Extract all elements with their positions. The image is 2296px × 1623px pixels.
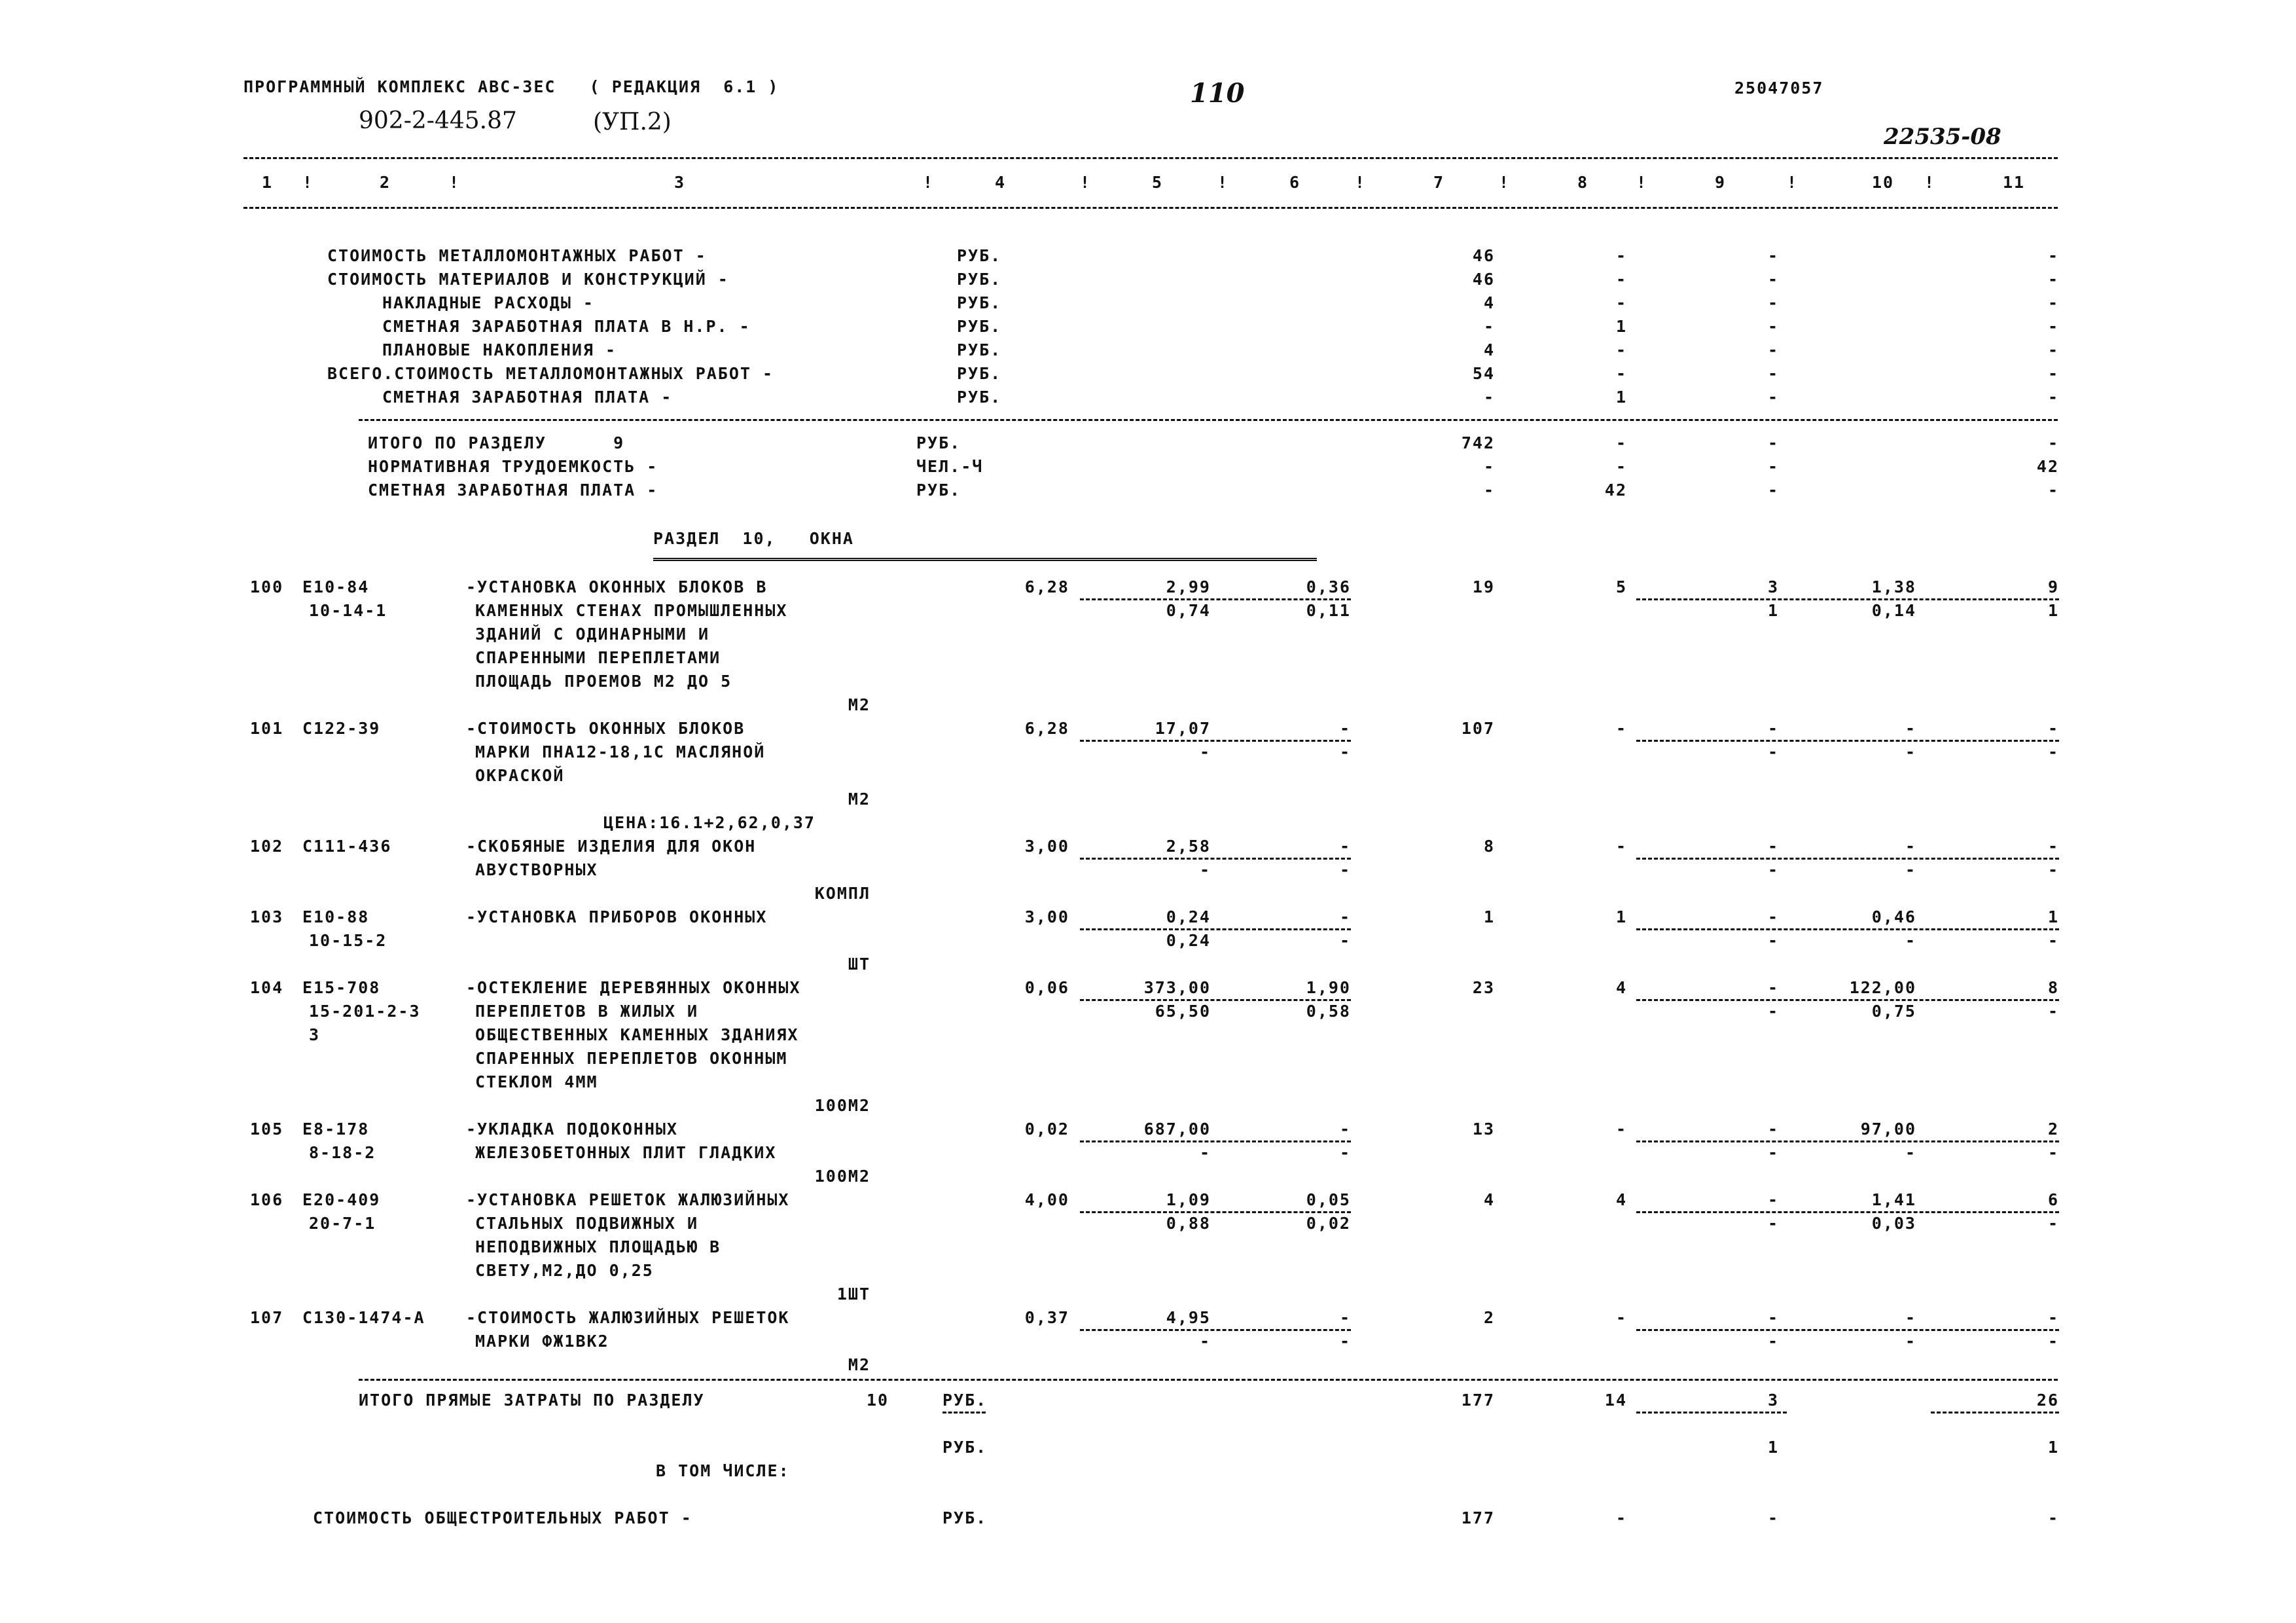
summary-value-c11: - xyxy=(2047,388,2059,407)
item-description: -УСТАНОВКА РЕШЕТОК ЖАЛЮЗИЙНЫХ xyxy=(466,1190,790,1209)
item-price: 373,00 xyxy=(1143,978,1211,997)
item-quantity: 0,06 xyxy=(1024,978,1069,997)
item-number: 105 xyxy=(250,1120,284,1139)
item-wage-sub: - xyxy=(1339,931,1351,950)
section-total-value-c8: - xyxy=(1615,457,1627,476)
summary-label: СТОИМОСТЬ МЕТАЛЛОМОНТАЖНЫХ РАБОТ - xyxy=(327,246,707,265)
item-labor-total-sub: - xyxy=(2047,742,2059,761)
summary-value-c9: - xyxy=(1767,388,1779,407)
item-description: -СКОБЯНЫЕ ИЗДЕЛИЯ ДЛЯ ОКОН xyxy=(466,837,757,856)
item-wage-sub: - xyxy=(1339,860,1351,879)
item-mech-sub: - xyxy=(1767,1214,1779,1233)
item-sub-rule xyxy=(1636,1140,2059,1142)
item-mech: - xyxy=(1767,978,1779,997)
item-unit: ШТ xyxy=(848,955,870,974)
item-number: 107 xyxy=(250,1308,284,1327)
item-mech: - xyxy=(1767,719,1779,738)
item-wage: - xyxy=(1339,1120,1351,1139)
summary-unit: РУБ. xyxy=(957,364,1002,383)
summary-label: ПЛАНОВЫЕ НАКОПЛЕНИЯ - xyxy=(382,340,617,359)
item-description: -СТОИМОСТЬ ОКОННЫХ БЛОКОВ xyxy=(466,719,745,738)
item-labor-total-sub: - xyxy=(2047,931,2059,950)
item-sub-rule xyxy=(1636,1329,2059,1331)
item-labor-sub: - xyxy=(1905,1143,1916,1162)
column-number: 5 xyxy=(1152,173,1164,192)
summary-value-c7: 46 xyxy=(1472,246,1495,265)
item-labor-total: 6 xyxy=(2047,1190,2059,1209)
direct-total-sub-rule xyxy=(1636,1412,1787,1413)
item-labor-total-sub: - xyxy=(2047,1332,2059,1351)
item-code: 10-15-2 xyxy=(309,931,387,950)
summary-unit: РУБ. xyxy=(957,317,1002,336)
item-price: 687,00 xyxy=(1143,1120,1211,1139)
item-labor-sub: - xyxy=(1905,742,1916,761)
section-total-value-c7: 742 xyxy=(1461,433,1495,452)
item-number: 104 xyxy=(250,978,284,997)
item-description: -УСТАНОВКА ПРИБОРОВ ОКОННЫХ xyxy=(466,907,768,926)
direct-total-unit-2: РУБ. xyxy=(942,1438,988,1457)
item-sub-rule xyxy=(1636,999,2059,1001)
item-number: 101 xyxy=(250,719,284,738)
item-description: СТЕКЛОМ 4ММ xyxy=(475,1072,598,1091)
page-number: 110 xyxy=(1190,78,1245,109)
item-wage-total: 4 xyxy=(1615,978,1627,997)
item-price-sub: 0,74 xyxy=(1166,601,1211,620)
item-wage-sub: 0,02 xyxy=(1306,1214,1351,1233)
column-separator: ! xyxy=(1355,173,1367,192)
item-code: 3 xyxy=(309,1025,321,1044)
item-price: 1,09 xyxy=(1166,1190,1211,1209)
item-description: МАРКИ ФЖ1ВК2 xyxy=(475,1332,609,1351)
item-wage: 0,36 xyxy=(1306,577,1351,596)
direct-total-c7: 177 xyxy=(1461,1391,1495,1410)
item-labor-total: 2 xyxy=(2047,1120,2059,1139)
item-wage-total: - xyxy=(1615,719,1627,738)
section-total-unit: РУБ. xyxy=(916,481,961,500)
item-code: Е10-88 xyxy=(302,907,370,926)
item-total: 8 xyxy=(1483,837,1495,856)
item-description: ЖЕЛЕЗОБЕТОННЫХ ПЛИТ ГЛАДКИХ xyxy=(475,1143,777,1162)
column-number: 4 xyxy=(995,173,1007,192)
column-number: 11 xyxy=(2003,173,2026,192)
item-mech-sub: - xyxy=(1767,742,1779,761)
item-description: ПЛОЩАДЬ ПРОЕМОВ М2 ДО 5 xyxy=(475,672,732,691)
general-cost-label: СТОИМОСТЬ ОБЩЕСТРОИТЕЛЬНЫХ РАБОТ - xyxy=(313,1508,692,1527)
section-total-value-c11: - xyxy=(2047,433,2059,452)
item-description: -СТОИМОСТЬ ЖАЛЮЗИЙНЫХ РЕШЕТОК xyxy=(466,1308,790,1327)
item-labor-total-sub: - xyxy=(2047,860,2059,879)
item-wage-sub: - xyxy=(1339,1332,1351,1351)
summary-unit: РУБ. xyxy=(957,340,1002,359)
item-unit: КОМПЛ xyxy=(814,884,870,903)
column-separator: ! xyxy=(923,173,935,192)
column-number: 3 xyxy=(674,173,686,192)
summary-label: СМЕТНАЯ ЗАРАБОТНАЯ ПЛАТА - xyxy=(382,388,673,407)
album-number: (УП.2) xyxy=(593,109,672,136)
item-wage: - xyxy=(1339,719,1351,738)
summary-unit: РУБ. xyxy=(957,246,1002,265)
item-description: -ОСТЕКЛЕНИЕ ДЕРЕВЯННЫХ ОКОННЫХ xyxy=(466,978,801,997)
item-description: СВЕТУ,М2,ДО 0,25 xyxy=(475,1261,654,1280)
section-total-value-c11: - xyxy=(2047,481,2059,500)
summary-label: НАКЛАДНЫЕ РАСХОДЫ - xyxy=(382,293,594,312)
column-separator: ! xyxy=(1217,173,1229,192)
item-wage-sub: - xyxy=(1339,742,1351,761)
item-description: СТАЛЬНЫХ ПОДВИЖНЫХ И xyxy=(475,1214,699,1233)
item-wage: - xyxy=(1339,907,1351,926)
item-unit: М2 xyxy=(848,1355,870,1374)
item-total: 107 xyxy=(1461,719,1495,738)
item-labor: 1,38 xyxy=(1871,577,1916,596)
item-mech: - xyxy=(1767,1190,1779,1209)
totals-rule xyxy=(359,1379,2058,1381)
inventory-number: 22535-08 xyxy=(1884,124,2001,150)
column-number: 8 xyxy=(1577,173,1589,192)
item-quantity: 6,28 xyxy=(1024,577,1069,596)
summary-value-c9: - xyxy=(1767,317,1779,336)
item-labor-total: 8 xyxy=(2047,978,2059,997)
item-labor: - xyxy=(1905,1308,1916,1327)
header-rule-bottom xyxy=(243,207,2058,209)
item-wage: 0,05 xyxy=(1306,1190,1351,1209)
section-total-value-c8: - xyxy=(1615,433,1627,452)
item-labor-total: 1 xyxy=(2047,907,2059,926)
column-separator: ! xyxy=(302,173,314,192)
summary-value-c9: - xyxy=(1767,340,1779,359)
item-price: 0,24 xyxy=(1166,907,1211,926)
item-code: Е15-708 xyxy=(302,978,381,997)
item-mech: - xyxy=(1767,1120,1779,1139)
summary-value-c9: - xyxy=(1767,293,1779,312)
item-number: 103 xyxy=(250,907,284,926)
summary-value-c8: 1 xyxy=(1615,317,1627,336)
item-code: С122-39 xyxy=(302,719,381,738)
program-title: ПРОГРАММНЫЙ КОМПЛЕКС АВС-3ЕС ( РЕДАКЦИЯ 6.1 ) xyxy=(243,77,780,96)
item-mech: - xyxy=(1767,1308,1779,1327)
summary-value-c11: - xyxy=(2047,293,2059,312)
item-mech: - xyxy=(1767,837,1779,856)
item-wage-total: 1 xyxy=(1615,907,1627,926)
summary-value-c9: - xyxy=(1767,364,1779,383)
item-wage-total: 5 xyxy=(1615,577,1627,596)
item-quantity: 0,02 xyxy=(1024,1120,1069,1139)
summary-value-c11: - xyxy=(2047,246,2059,265)
item-labor: 1,41 xyxy=(1871,1190,1916,1209)
direct-total-unit: РУБ. xyxy=(942,1391,988,1410)
summary-value-c7: 4 xyxy=(1483,293,1495,312)
including-caption: В ТОМ ЧИСЛЕ: xyxy=(656,1461,790,1480)
summary-value-c8: - xyxy=(1615,340,1627,359)
item-mech-sub: - xyxy=(1767,931,1779,950)
section-total-unit: РУБ. xyxy=(916,433,961,452)
item-quantity: 3,00 xyxy=(1024,907,1069,926)
column-separator: ! xyxy=(449,173,461,192)
general-cost-value-c11: - xyxy=(2047,1508,2059,1527)
item-description: ОБЩЕСТВЕННЫХ КАМЕННЫХ ЗДАНИЯХ xyxy=(475,1025,799,1044)
item-total: 4 xyxy=(1483,1190,1495,1209)
item-number: 102 xyxy=(250,837,284,856)
summary-unit: РУБ. xyxy=(957,293,1002,312)
section-title-underline xyxy=(653,558,1317,561)
item-sub-rule xyxy=(1080,928,1351,930)
column-number: 10 xyxy=(1872,173,1895,192)
item-wage-sub: - xyxy=(1339,1143,1351,1162)
summary-rule xyxy=(359,419,2058,421)
item-description: -УКЛАДКА ПОДОКОННЫХ xyxy=(466,1120,678,1139)
item-price: 2,58 xyxy=(1166,837,1211,856)
item-wage: 1,90 xyxy=(1306,978,1351,997)
item-mech-sub: - xyxy=(1767,1002,1779,1021)
column-separator: ! xyxy=(1636,173,1648,192)
item-code: 20-7-1 xyxy=(309,1214,376,1233)
item-price-sub: - xyxy=(1199,860,1211,879)
item-labor-sub: 0,03 xyxy=(1871,1214,1916,1233)
item-labor-sub: - xyxy=(1905,931,1916,950)
item-code: Е10-84 xyxy=(302,577,370,596)
section-total-value-c9: - xyxy=(1767,457,1779,476)
item-labor-sub: 0,75 xyxy=(1871,1002,1916,1021)
summary-value-c7: - xyxy=(1483,388,1495,407)
header-rule-top xyxy=(243,157,2058,159)
item-labor-total: - xyxy=(2047,837,2059,856)
item-total: 13 xyxy=(1472,1120,1495,1139)
item-total: 19 xyxy=(1472,577,1495,596)
column-separator: ! xyxy=(1787,173,1799,192)
direct-total-section: 10 xyxy=(867,1391,889,1410)
item-mech: 3 xyxy=(1767,577,1779,596)
direct-total-c9: 3 xyxy=(1767,1391,1779,1410)
item-price-sub: 0,24 xyxy=(1166,931,1211,950)
direct-total-label: ИТОГО ПРЯМЫЕ ЗАТРАТЫ ПО РАЗДЕЛУ xyxy=(359,1391,705,1410)
summary-label: СМЕТНАЯ ЗАРАБОТНАЯ ПЛАТА В Н.Р. - xyxy=(382,317,751,336)
section-total-value-c7: - xyxy=(1483,481,1495,500)
item-price-sub: - xyxy=(1199,1143,1211,1162)
column-number: 1 xyxy=(262,173,274,192)
item-number: 106 xyxy=(250,1190,284,1209)
section-total-label: СМЕТНАЯ ЗАРАБОТНАЯ ПЛАТА - xyxy=(368,481,658,500)
item-sub-rule xyxy=(1636,1211,2059,1213)
column-number: 9 xyxy=(1715,173,1727,192)
item-unit: 100М2 xyxy=(814,1096,870,1115)
item-wage-total: 4 xyxy=(1615,1190,1627,1209)
item-code: С111-436 xyxy=(302,837,392,856)
direct-total-sub-rule xyxy=(942,1412,986,1413)
column-number: 2 xyxy=(380,173,391,192)
item-labor-sub: 0,14 xyxy=(1871,601,1916,620)
direct-total-sub-rule xyxy=(1931,1412,2059,1413)
section-total-value-c9: - xyxy=(1767,433,1779,452)
summary-value-c11: - xyxy=(2047,317,2059,336)
item-labor-sub: - xyxy=(1905,860,1916,879)
item-price-sub: 65,50 xyxy=(1155,1002,1211,1021)
item-price-sub: 0,88 xyxy=(1166,1214,1211,1233)
item-mech-sub: - xyxy=(1767,1143,1779,1162)
item-mech-sub: 1 xyxy=(1767,601,1779,620)
summary-value-c9: - xyxy=(1767,270,1779,289)
section-total-value-c7: - xyxy=(1483,457,1495,476)
item-total: 1 xyxy=(1483,907,1495,926)
item-mech-sub: - xyxy=(1767,1332,1779,1351)
item-price-sub: - xyxy=(1199,742,1211,761)
item-labor-sub: - xyxy=(1905,1332,1916,1351)
summary-value-c7: 4 xyxy=(1483,340,1495,359)
item-mech: - xyxy=(1767,907,1779,926)
item-code: Е8-178 xyxy=(302,1120,370,1139)
item-description: ОКРАСКОЙ xyxy=(475,766,565,785)
item-mech-sub: - xyxy=(1767,860,1779,879)
column-number: 7 xyxy=(1433,173,1445,192)
direct-total-c11: 26 xyxy=(2036,1391,2059,1410)
summary-unit: РУБ. xyxy=(957,388,1002,407)
column-separator: ! xyxy=(1499,173,1511,192)
item-code: С130-1474-А xyxy=(302,1308,425,1327)
section-total-label: ИТОГО ПО РАЗДЕЛУ 9 xyxy=(368,433,625,452)
item-sub-rule xyxy=(1080,858,1351,860)
general-cost-value-c9: - xyxy=(1767,1508,1779,1527)
summary-value-c8: - xyxy=(1615,246,1627,265)
item-code: Е20-409 xyxy=(302,1190,381,1209)
item-description: НЕПОДВИЖНЫХ ПЛОЩАДЬЮ В xyxy=(475,1237,721,1256)
item-description: КАМЕННЫХ СТЕНАХ ПРОМЫШЛЕННЫХ xyxy=(475,601,788,620)
summary-unit: РУБ. xyxy=(957,270,1002,289)
column-separator: ! xyxy=(1924,173,1936,192)
item-labor-total-sub: - xyxy=(2047,1214,2059,1233)
summary-value-c8: 1 xyxy=(1615,388,1627,407)
section-total-value-c11: 42 xyxy=(2036,457,2059,476)
item-unit: 1ШТ xyxy=(836,1285,870,1304)
summary-value-c7: - xyxy=(1483,317,1495,336)
summary-label: СТОИМОСТЬ МАТЕРИАЛОВ И КОНСТРУКЦИЙ - xyxy=(327,270,729,289)
item-wage: - xyxy=(1339,837,1351,856)
item-unit: 100М2 xyxy=(814,1167,870,1186)
summary-value-c8: - xyxy=(1615,364,1627,383)
item-description: АВУСТВОРНЫХ xyxy=(475,860,598,879)
item-price-formula: ЦЕНА:16.1+2,62,0,37 xyxy=(603,813,816,832)
item-price-sub: - xyxy=(1199,1332,1211,1351)
item-description: ПЕРЕПЛЕТОВ В ЖИЛЫХ И xyxy=(475,1002,699,1021)
item-unit: М2 xyxy=(848,790,870,809)
item-code: 15-201-2-3 xyxy=(309,1002,421,1021)
summary-value-c9: - xyxy=(1767,246,1779,265)
item-wage-total: - xyxy=(1615,1308,1627,1327)
item-number: 100 xyxy=(250,577,284,596)
item-sub-rule xyxy=(1080,1140,1351,1142)
item-labor-total: 9 xyxy=(2047,577,2059,596)
section-total-label: НОРМАТИВНАЯ ТРУДОЕМКОСТЬ - xyxy=(368,457,658,476)
direct-total-c8: 14 xyxy=(1604,1391,1627,1410)
item-sub-rule xyxy=(1636,740,2059,742)
summary-value-c8: - xyxy=(1615,293,1627,312)
item-description: СПАРЕННЫМИ ПЕРЕПЛЕТАМИ xyxy=(475,648,721,667)
summary-value-c11: - xyxy=(2047,340,2059,359)
item-wage-total: - xyxy=(1615,1120,1627,1139)
item-code: 10-14-1 xyxy=(309,601,387,620)
item-quantity: 4,00 xyxy=(1024,1190,1069,1209)
direct-total-c11-sub: 1 xyxy=(2047,1438,2059,1457)
item-labor: - xyxy=(1905,719,1916,738)
item-price: 4,95 xyxy=(1166,1308,1211,1327)
item-labor-total-sub: - xyxy=(2047,1143,2059,1162)
item-sub-rule xyxy=(1080,1329,1351,1331)
section-total-value-c8: 42 xyxy=(1604,481,1627,500)
item-labor-total: - xyxy=(2047,719,2059,738)
item-wage-sub: 0,11 xyxy=(1306,601,1351,620)
item-wage-sub: 0,58 xyxy=(1306,1002,1351,1021)
item-price: 2,99 xyxy=(1166,577,1211,596)
section-total-value-c9: - xyxy=(1767,481,1779,500)
item-price: 17,07 xyxy=(1155,719,1211,738)
column-separator: ! xyxy=(1080,173,1092,192)
summary-label: ВСЕГО.СТОИМОСТЬ МЕТАЛЛОМОНТАЖНЫХ РАБОТ - xyxy=(327,364,774,383)
item-labor: 97,00 xyxy=(1860,1120,1916,1139)
section-total-unit: ЧЕЛ.-Ч xyxy=(916,457,984,476)
summary-value-c11: - xyxy=(2047,270,2059,289)
document-code: 25047057 xyxy=(1734,79,1824,98)
item-total: 2 xyxy=(1483,1308,1495,1327)
general-cost-value-c7: 177 xyxy=(1461,1508,1495,1527)
item-sub-rule xyxy=(1636,598,2059,600)
summary-value-c8: - xyxy=(1615,270,1627,289)
item-wage-total: - xyxy=(1615,837,1627,856)
item-labor-total-sub: 1 xyxy=(2047,601,2059,620)
item-quantity: 0,37 xyxy=(1024,1308,1069,1327)
item-sub-rule xyxy=(1080,740,1351,742)
section-title: РАЗДЕЛ 10, ОКНА xyxy=(653,529,854,548)
summary-value-c11: - xyxy=(2047,364,2059,383)
item-labor: - xyxy=(1905,837,1916,856)
item-wage: - xyxy=(1339,1308,1351,1327)
item-sub-rule xyxy=(1636,928,2059,930)
item-labor-total: - xyxy=(2047,1308,2059,1327)
direct-total-c9-sub: 1 xyxy=(1767,1438,1779,1457)
general-cost-value-c8: - xyxy=(1615,1508,1627,1527)
item-description: -УСТАНОВКА ОКОННЫХ БЛОКОВ В xyxy=(466,577,768,596)
item-labor: 122,00 xyxy=(1849,978,1916,997)
item-unit: М2 xyxy=(848,695,870,714)
item-labor: 0,46 xyxy=(1871,907,1916,926)
item-description: МАРКИ ПНА12-18,1С МАСЛЯНОЙ xyxy=(475,742,766,761)
item-code: 8-18-2 xyxy=(309,1143,376,1162)
column-number: 6 xyxy=(1289,173,1301,192)
item-description: СПАРЕННЫХ ПЕРЕПЛЕТОВ ОКОННЫМ xyxy=(475,1049,788,1068)
item-labor-total-sub: - xyxy=(2047,1002,2059,1021)
item-total: 23 xyxy=(1472,978,1495,997)
item-quantity: 3,00 xyxy=(1024,837,1069,856)
summary-value-c7: 46 xyxy=(1472,270,1495,289)
project-number: 902-2-445.87 xyxy=(359,107,517,134)
summary-value-c7: 54 xyxy=(1472,364,1495,383)
general-cost-unit: РУБ. xyxy=(942,1508,988,1527)
item-quantity: 6,28 xyxy=(1024,719,1069,738)
item-sub-rule xyxy=(1636,858,2059,860)
item-description: ЗДАНИЙ С ОДИНАРНЫМИ И xyxy=(475,625,710,644)
